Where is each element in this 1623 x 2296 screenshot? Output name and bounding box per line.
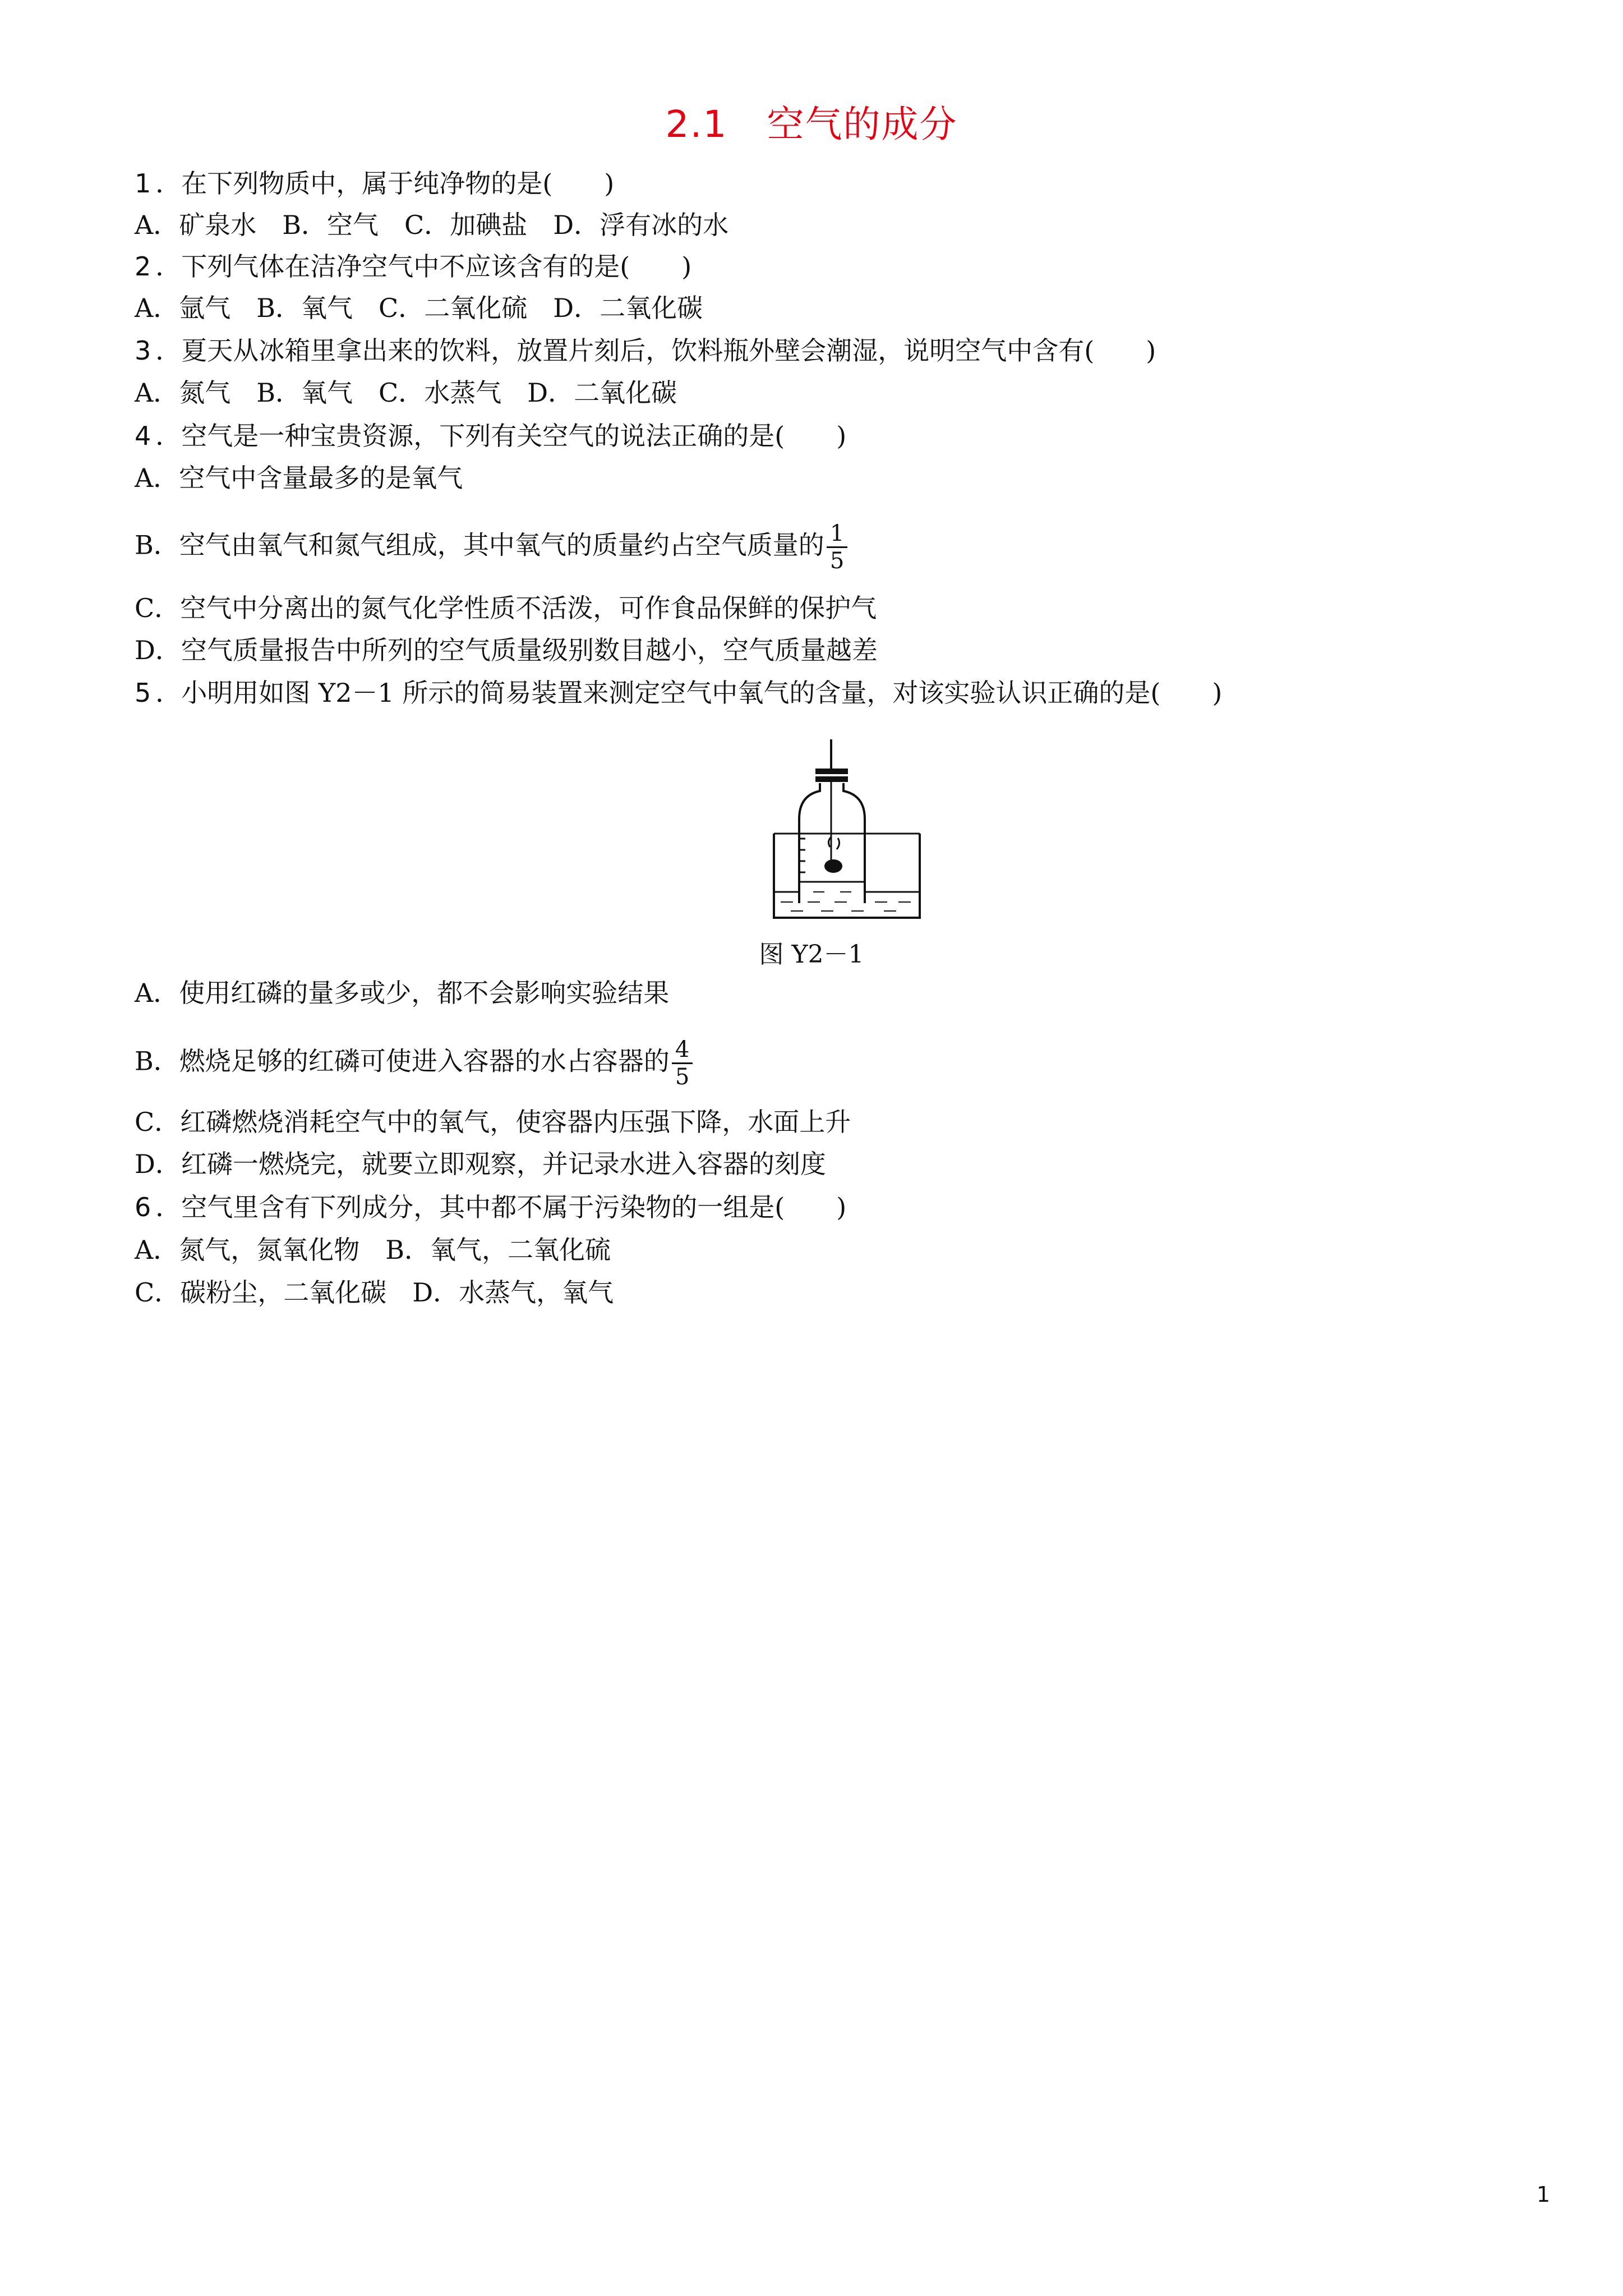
- question-1-stem: [135, 167, 614, 200]
- question-number: 6: [135, 1192, 151, 1222]
- question-text: 空气是一种宝贵资源，下列有关空气的说法正确的是( ): [181, 421, 847, 451]
- section-number: 2.1: [665, 103, 728, 146]
- question-4-option-d: D．空气质量报告中所列的空气质量级别数目越小，空气质量越差: [135, 635, 878, 665]
- question-5-option-d: D．红磷一燃烧完，就要立即观察，并记录水进入容器的刻度: [135, 1149, 826, 1179]
- question-text: 小明用如图 Y2－1 所示的简易装置来测定空气中氧气的含量，对该实验认识正确的是( ): [181, 678, 1223, 708]
- fraction-denominator: 5: [829, 548, 845, 574]
- question-6-options-line-2: C．碳粉尘，二氧化碳 D．水蒸气，氧气: [135, 1277, 614, 1308]
- question-4-option-a: A．空气中含量最多的是氧气: [135, 463, 463, 493]
- question-text: 在下列物质中，属于纯净物的是( ): [181, 168, 615, 199]
- fraction-denominator: 5: [675, 1064, 690, 1090]
- section-title: 空气的成分: [767, 103, 958, 146]
- fraction: [672, 1037, 693, 1090]
- question-1-options: A．矿泉水 B．空气 C．加碘盐 D．浮有冰的水: [135, 210, 729, 240]
- question-text: 空气里含有下列成分，其中都不属于污染物的一组是( ): [181, 1192, 847, 1222]
- question-5-option-a: A．使用红磷的量多或少，都不会影响实验结果: [135, 978, 670, 1008]
- fraction-numerator: 4: [672, 1037, 693, 1064]
- question-number: 1: [135, 168, 151, 199]
- question-2-stem: [135, 250, 691, 283]
- question-number-dot: ．: [155, 421, 182, 451]
- question-number-dot: ．: [155, 335, 182, 366]
- page-title: [0, 94, 1623, 148]
- question-2-options: A．氩气 B．氧气 C．二氧化硫 D．二氧化碳: [135, 293, 703, 323]
- question-5-option-c: C．红磷燃烧消耗空气中的氧气，使容器内压强下降，水面上升: [135, 1107, 851, 1137]
- question-6-stem: [135, 1190, 846, 1224]
- experiment-apparatus-figure: [768, 735, 925, 926]
- option-text: B．空气由氧气和氮气组成，其中氧气的质量约占空气质量的: [135, 530, 824, 560]
- question-number: 5: [135, 678, 151, 708]
- question-3-stem: [135, 334, 1156, 367]
- question-number-dot: ．: [155, 678, 182, 708]
- question-4-stem: [135, 419, 846, 453]
- question-6-options-line-1: A．氮气，氮氧化物 B．氧气，二氧化硫: [135, 1235, 611, 1265]
- question-text: 夏天从冰箱里拿出来的饮料，放置片刻后，饮料瓶外壁会潮湿，说明空气中含有( ): [181, 335, 1156, 366]
- question-number-dot: ．: [155, 1192, 182, 1222]
- fraction-numerator: 1: [827, 521, 847, 548]
- fraction: [827, 521, 847, 574]
- question-number: 2: [135, 251, 151, 282]
- question-number: 3: [135, 335, 151, 366]
- question-text: 下列气体在洁净空气中不应该含有的是( ): [181, 251, 692, 282]
- question-4-option-b: [135, 521, 847, 574]
- question-5-option-b: [135, 1037, 693, 1090]
- option-text: B．燃烧足够的红磷可使进入容器的水占容器的: [135, 1046, 670, 1076]
- question-number-dot: ．: [155, 168, 182, 199]
- question-4-option-c: C．空气中分离出的氮气化学性质不活泼，可作食品保鲜的保护气: [135, 593, 877, 623]
- question-number-dot: ．: [155, 251, 182, 282]
- figure-caption: 图 Y2－1: [759, 940, 864, 969]
- question-number: 4: [135, 421, 151, 451]
- page-number: 1: [1536, 2182, 1550, 2207]
- question-3-options: A．氮气 B．氧气 C．水蒸气 D．二氧化碳: [135, 378, 677, 408]
- question-5-stem: [135, 676, 1222, 710]
